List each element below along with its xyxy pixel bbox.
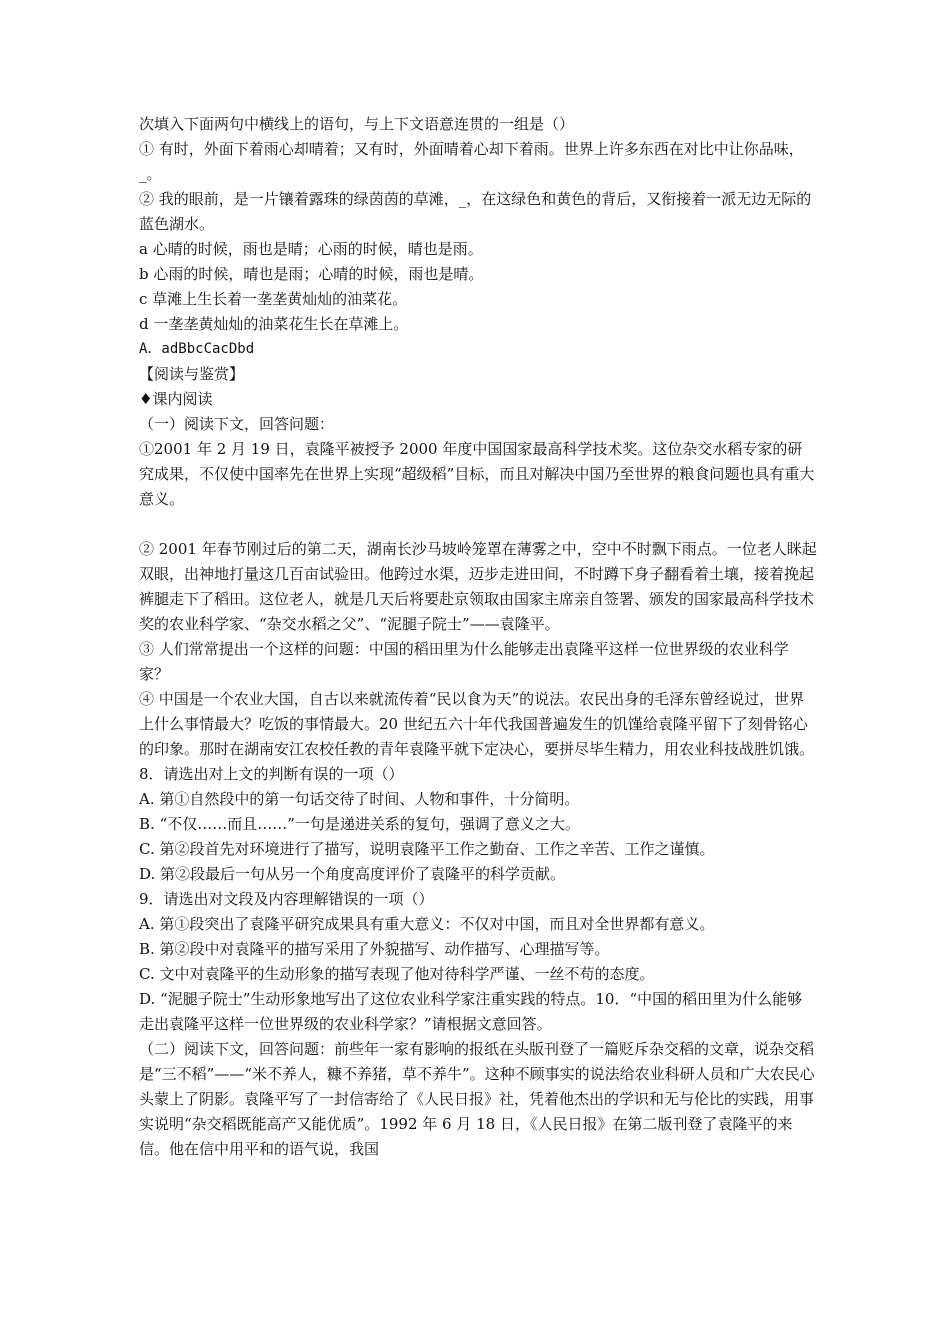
section-heading: 【阅读与鉴赏】: [139, 365, 245, 383]
option-b: b 心雨的时候，晴也是雨；心晴的时候，雨也是晴。: [139, 265, 484, 283]
answer-choices: A．adBbcCacDbd: [139, 341, 255, 357]
q8-option-d: D. 第②段最后一句从另一个角度高度评价了袁隆平的科学贡献。: [139, 865, 566, 883]
q9-option-a: A. 第①段突出了袁隆平研究成果具有重大意义：不仅对中国，而且对全世界都有意义。: [139, 915, 715, 933]
q9-option-b: B. 第②段中对袁隆平的描写采用了外貌描写、动作描写、心理描写等。: [139, 940, 610, 958]
subsection-heading: ♦课内阅读: [139, 390, 213, 408]
paragraph-1: ①2001 年 2 月 19 日，袁隆平被授予 2000 年度中国国家最高科学技术奖。这位杂交水稻专家的研究成果，不仅使中国率先在世界上实现“超级稻”目标，而且对解决中国乃至世界的粮食问题也具有重大意义。: [139, 440, 815, 508]
q8-option-c: C. 第②段首先对环境进行了描写，说明袁隆平工作之勤奋、工作之辛苦、工作之谨慎。: [139, 840, 715, 858]
sentence-1: ① 有时，外面下着雨心却晴着；又有时，外面晴着心却下着雨。世界上许多东西在对比中让你品味，_。: [139, 140, 804, 183]
sentence-2: ② 我的眼前，是一片镶着露珠的绿茵茵的草滩，_，在这绿色和黄色的背后，又衔接着一派无边无际的蓝色湖水。: [139, 190, 812, 233]
blank-line: [139, 512, 817, 537]
paragraph-2: ② 2001 年春节刚过后的第二天，湖南长沙马坡岭笼罩在薄雾之中，空中不时飘下雨点。一位老人眯起双眼，出神地打量这几百亩试验田。他跨过水渠，迈步走进田间，不时蹲下身子翻看着土壤，接着挽起裤腿走下了稻田。这位老人，就是几天后将要赴京领取由国家主席亲自签署、颁发的国家最高科学技术奖的农业科学家、“杂交水稻之父”、“泥腿子院士”——袁隆平。: [139, 540, 817, 633]
paragraph-4: ④ 中国是一个农业大国，自古以来就流传着“民以食为天”的说法。农民出身的毛泽东曾经说过，世界上什么事情最大？吃饭的事情最大。20 世纪五六十年代我国普遍发生的饥馑给袁隆平留下了刻骨铭心的印象。那时在湖南安江农校任教的青年袁隆平就下定决心，要拼尽毕生精力，用农业科技战胜饥饿。: [139, 690, 815, 758]
question-9: 9．请选出对文段及内容理解错误的一项（）: [139, 890, 434, 908]
option-d: d 一垄垄黄灿灿的油菜花生长在草滩上。: [139, 315, 409, 333]
q8-option-a: A. 第①自然段中的第一句话交待了时间、人物和事件，十分简明。: [139, 790, 580, 808]
document-body: [139, 112, 817, 1162]
option-c: c 草滩上生长着一垄垄黄灿灿的油菜花。: [139, 290, 408, 308]
reading-intro: （一）阅读下文，回答问题：: [139, 415, 335, 433]
paragraph-3: ③ 人们常常提出一个这样的问题：中国的稻田里为什么能够走出袁隆平这样一位世界级的农业科学家？: [139, 640, 789, 683]
q9-option-d: D. “泥腿子院士”生动形象地写出了这位农业科学家注重实践的特点。10．“中国的稻田里为什么能够走出袁隆平这样一位世界级的农业科学家？”请根据文意回答。: [139, 990, 803, 1033]
question-8: 8．请选出对上文的判断有误的一项（）: [139, 765, 404, 783]
question-stem: 次填入下面两句中横线上的语句，与上下文语意连贯的一组是（）: [139, 115, 575, 133]
reading-2: （二）阅读下文，回答问题：前些年一家有影响的报纸在头版刊登了一篇贬斥杂交稻的文章，说杂交稻是“三不稻”——“米不养人，糠不养猪，草不养牛”。这种不顾事实的说法给农业科研人员和广大农民心头蒙上了阴影。袁隆平写了一封信寄给了《人民日报》社，凭着他杰出的学识和无与伦比的实践，用事实说明“杂交稻既能高产又能优质”。1992 年 6 月 18 日，《人民日报》在第二版刊登了袁隆平的来信。他在信中用平和的语气说，我国: [139, 1040, 815, 1158]
q9-option-c: C. 文中对袁隆平的生动形象的描写表现了他对待科学严谨、一丝不苟的态度。: [139, 965, 655, 983]
option-a: a 心晴的时候，雨也是晴；心雨的时候，晴也是雨。: [139, 240, 483, 258]
q8-option-b: B. “不仅……而且……”一句是递进关系的复句，强调了意义之大。: [139, 815, 580, 833]
